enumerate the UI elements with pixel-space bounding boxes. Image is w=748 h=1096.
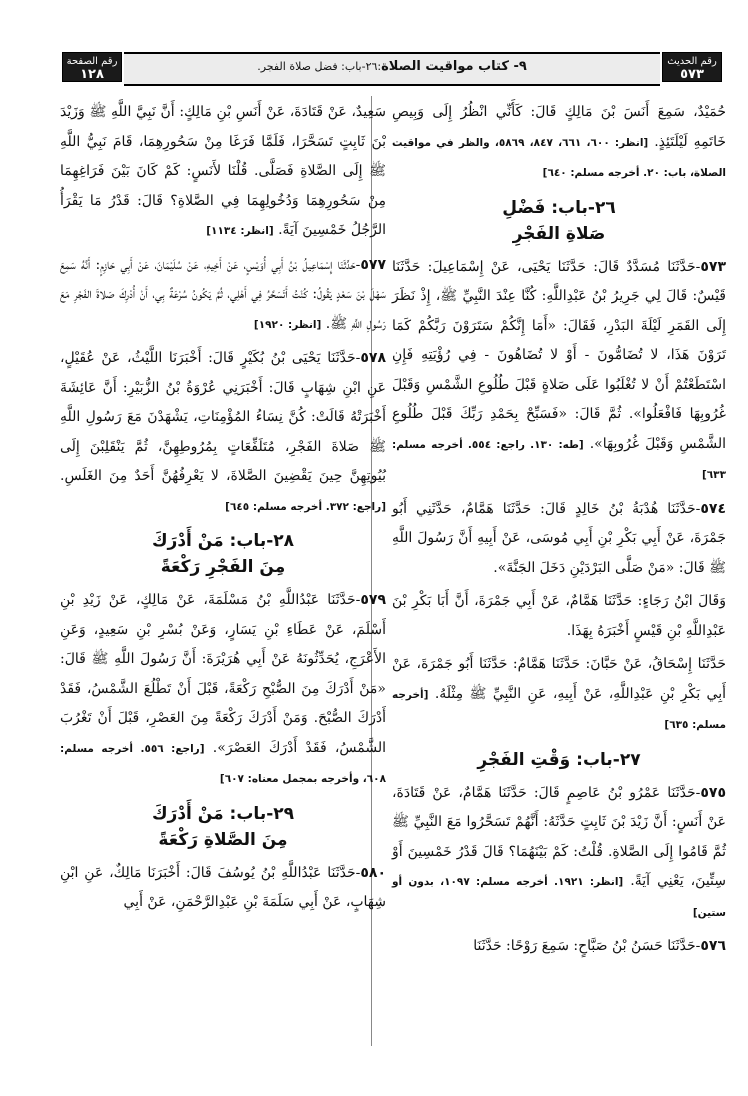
chapter-heading-line: ٢٩-باب: مَنْ أَدْرَكَ (151, 803, 295, 824)
book-title: ٩- كتاب مواقيت الصلاة (381, 59, 527, 74)
hadith-number: ٥٧٥ (700, 784, 726, 801)
reference: [انظر: ١٩٢١. أخرجه مسلم: ١٠٩٧، بدون أو ستين] (392, 876, 726, 919)
reference: [راجع: ٥٥٦. أخرجه مسلم: ٦٠٨، وأخرجه بمجمل معناه: ٦٠٧] (60, 742, 386, 785)
continued-text: سَعِيدٌ، عَنْ قَتَادَةَ، عَنْ أَنَسِ بْنِ مَالِكٍ: أَنَّ نَبِيَّ اللَّهِ ﷺ وَزَيْدَ بْنَ ثَابِتٍ تَسَحَّرَا، فَلَمَّا فَرَغَا مِنْ سَحُورِهِمَا، قَامَ نَبِيُّ اللَّهِ ﷺ إِلَى الصَّلاةِ فَصَلَّى. قُلْنَا لأَنَسٍ: كَمْ كَانَ بَيْنَ فَرَاغِهِمَا مِنْ سَحُورِهِمَا وَدُخُولِهِمَا فِي الصَّلاةِ؟ قَالَ: قَدْرُ مَا يَقْرَأُ الرَّجُلُ خَمْسِينَ آيَةً. (60, 104, 386, 238)
hadith-number: ٥٧٣ (680, 67, 704, 82)
chapter-heading (60, 528, 386, 580)
hadith-number: ٥٧٨ (360, 350, 386, 366)
page-number-label: رقم الصفحة (66, 56, 118, 67)
chapter-heading (392, 747, 726, 773)
chapter-heading-line: مِنَ الصَّلاةِ رَكْعَةً (158, 829, 288, 850)
chapter-heading-line: صَلاةِ الفَجْرِ (512, 223, 606, 244)
reference: [أخرجه مسلم: ٦٣٥] (392, 688, 726, 731)
hadith-text: -حَدَّثَنَا عَمْرُو بْنُ عَاصِمٍ قَالَ: حَدَّثَنَا هَمَّامٌ، عَنْ قَتَادَةَ، عَنْ أَنَسٍ: أَنَّ زَيْدَ بْنَ ثَابِتٍ حَدَّثَهُ: أَنَّهُمْ تَسَحَّرُوا مَعَ النَّبِيِّ ﷺ ثُمَّ قَامُوا إِلَى الصَّلاةِ. قُلْتُ: كَمْ بَيْنَهُمَا؟ قَالَ قَدْرُ خَمْسِينَ أَوْ سِتِّينَ، يَعْنِي آيَةً. (392, 784, 727, 889)
page-number: ١٢٨ (80, 67, 104, 82)
chapter-heading (392, 195, 726, 247)
paragraph (60, 98, 386, 247)
hadith-text: -حَدَّثَنَا إِسْمَاعِيلُ بْنُ أَبِي أُوَيْسٍ، عَنْ أَخِيهِ، عَنْ سُلَيْمَانَ، عَنْ أَبِي حَازِمٍ: أَنَّهُ سَمِعَ سَهْلَ بْنَ سَعْدٍ يَقُولُ: كُنْتُ أَتَسَحَّرُ فِي أَهْلِي، ثُمَّ يَكُونُ سُرْعَةٌ بِي، أَنْ أُدْرِكَ صَلاةَ الفَجْرِ مَعَ رَسُولِ اللَّهِ ﷺ. (60, 256, 386, 332)
hadith-number: ٥٧٣ (700, 258, 726, 275)
reference: [انظر: ١٩٢٠] (253, 318, 322, 331)
continued-text: حُمَيْدٌ، سَمِعَ أَنَسَ بْنَ مَالِكٍ قَالَ: كَأَنِّي انْظُرُ إِلَى وَبِيصِ خَاتَمِهِ لَيْلَتَئِذٍ. (392, 104, 727, 150)
reference: [راجع: ٣٧٢. أخرجه مسلم: ٦٤٥] (225, 500, 386, 513)
hadith (60, 251, 386, 341)
hadith (60, 859, 386, 918)
hadith (392, 932, 726, 962)
page-header (62, 52, 722, 84)
paragraph (392, 587, 726, 646)
paragraph (392, 98, 726, 189)
hadith-text: حَدَّثَنَا إِسْحَاقُ، عَنْ حَبَّانَ: حَدَّثَنَا هَمَّامٌ: حَدَّثَنَا أَبُو جَمْرَةَ، عَنْ أَبِي بَكْرِ بْنِ عَبْدِاللَّهِ، عَنْ أَبِيهِ، عَنِ النَّبِيِّ ﷺ مِثْلَهُ. (392, 656, 726, 702)
chapter-heading-line: ٢٧-باب: وَقْتِ الفَجْرِ (477, 749, 641, 770)
hadith-number: ٥٧٩ (360, 592, 386, 608)
chapter-heading-line: ٢٨-باب: مَنْ أَدْرَكَ (151, 531, 295, 551)
chapter-subtitle: :٢٦-باب: فضل صلاة الفجر. (257, 60, 382, 73)
hadith-number: ٥٧٦ (700, 938, 726, 954)
reference: [انظر: ١١٣٤] (206, 225, 274, 237)
reference: [انظر: ٦٠٠، ٦٦١، ٨٤٧، ٥٨٦٩، والظر في مواقيت الصلاة، باب: ٢٠. أخرجه مسلم: ٦٤٠] (392, 136, 726, 179)
hadith-text: -حَدَّثَنَا عَبْدُاللَّهِ بْنُ يُوسُفَ قَالَ: أَخْبَرَنَا مَالِكٌ، عَنِ ابْنِ شِهَابٍ، عَنْ أَبِي سَلَمَةَ بْنِ عَبْدِالرَّحْمَنِ، عَنْ أَبِي (60, 864, 386, 910)
chapter-heading-line: مِنَ الفَجْرِ رَكْعَةً (160, 557, 286, 577)
reference: [طه: ١٣٠. راجع: ٥٥٤. أخرجه مسلم: ٦٣٣] (392, 438, 726, 481)
hadith (60, 586, 386, 795)
hadith-number: ٥٧٤ (700, 500, 726, 517)
hadith (392, 495, 726, 584)
hadith-text: -حَدَّثَنَا يَحْيَى بْنُ بُكَيْرٍ قَالَ: أَخْبَرَنَا اللَّيْثُ، عَنْ عُقَيْلٍ، عَنِ ابْنِ شِهَابٍ قَالَ: أَخْبَرَنِي عُرْوَةُ بْنُ الزُّبَيْرِ: أَنَّ عَائِشَةَ أَخْبَرَتْهُ قَالَتْ: كُنَّ نِسَاءُ المُؤْمِنَاتِ، يَشْهَدْنَ مَعَ رَسُولِ اللَّهِ ﷺ صَلاةَ الفَجْرِ، مُتَلَفِّعَاتٍ بِمُرُوطِهِنَّ، ثُمَّ يَنْقَلِبْنَ إِلَى بُيُوتِهِنَّ حِينَ يَقْضِينَ الصَّلاةَ، لا يَعْرِفُهُنَّ أَحَدٌ مِنَ الغَلَسِ. (60, 350, 386, 484)
right-column (392, 98, 726, 1058)
page-number-box (62, 52, 122, 82)
hadith-number-box (662, 52, 722, 82)
hadith-text: -حَدَّثَنَا هُدْبَةُ بْنُ خَالِدٍ قَالَ: حَدَّثَنَا هَمَّامٌ، حَدَّثَنِي أَبُو جَمْرَةَ، عَنْ أَبِي بَكْرِ بْنِ أَبِي مُوسَى، عَنْ أَبِيهِ أَنَّ رَسُولَ اللَّهِ ﷺ قَالَ: «مَنْ صَلَّى البَرْدَيْنِ دَخَلَ الجَنَّةَ». (392, 500, 726, 576)
hadith-text: -حَدَّثَنَا عَبْدُاللَّهِ بْنُ مَسْلَمَةَ، عَنْ مَالِكٍ، عَنْ زَيْدِ بْنِ أَسْلَمَ، عَنْ عَطَاءِ بْنِ يَسَارٍ، وَعَنْ بُسْرِ بْنِ سَعِيدٍ، وَعَنِ الأَعْرَجِ، يُحَدِّثُونَهُ عَنْ أَبِي هُرَيْرَةَ: أَنَّ رَسُولَ اللَّهِ ﷺ قَالَ: «مَنْ أَدْرَكَ مِنَ الصُّبْحِ رَكْعَةً، قَبْلَ أَنْ تَطْلُعَ الشَّمْسُ، فَقَدْ أَدْرَكَ الصُّبْحَ. وَمَنْ أَدْرَكَ رَكْعَةً مِنَ العَصْرِ، قَبْلَ أَنْ تَغْرُبَ الشَّمْسُ، فَقَدْ أَدْرَكَ العَصْرَ». (60, 592, 387, 756)
hadith-text: وَقَالَ ابْنُ رَجَاءٍ: حَدَّثَنَا هَمَّامٌ، عَنْ أَبِي جَمْرَةَ، أَنَّ أَبَا بَكْرِ بْنَ عَبْدِاللَّهِ بْنِ قَيْسٍ أَخْبَرَهُ بِهَذَا. (392, 593, 726, 639)
hadith (60, 344, 386, 522)
hadith-text: -حَدَّثَنَا حَسَنُ بْنُ صَبَّاحٍ: سَمِعَ رَوْحًا: حَدَّثَنَا (473, 938, 701, 954)
chapter-heading (60, 801, 386, 853)
hadith (392, 779, 726, 929)
left-column (60, 98, 386, 1058)
hadith (392, 253, 726, 491)
hadith-number: ٥٨٠ (360, 864, 386, 881)
hadith-number: ٥٧٧ (360, 256, 386, 273)
hadith-number-label: رقم الحديث (667, 56, 717, 67)
running-title (124, 52, 660, 86)
hadith-text: -حَدَّثَنَا مُسَدَّدٌ قَالَ: حَدَّثَنَا يَحْيَى، عَنْ إِسْمَاعِيلَ: حَدَّثَنَا قَيْسٌ: قَالَ لِي جَرِيرُ بْنُ عَبْدِاللَّهِ: كُنَّا عِنْدَ النَّبِيِّ ﷺ، إِذْ نَظَرَ إِلَى القَمَرِ لَيْلَةَ البَدْرِ، فَقَالَ: «أَمَا إِنَّكُمْ سَتَرَوْنَ رَبَّكُمْ كَمَا تَرَوْنَ هَذَا، لا تُضَامُّونَ - أَوْ لا تُضَاهُونَ - فِي رُؤْيَتِهِ فَإِنِ اسْتَطَعْتُمْ أَنْ لا تُغْلَبُوا عَلَى صَلاةٍ قَبْلَ طُلُوعِ الشَّمْسِ وَقَبْلَ غُرُوبِهَا فَافْعَلُوا». ثُمَّ قَالَ: «فَسَبِّحْ بِحَمْدِ رَبِّكَ قَبْلَ طُلُوعِ الشَّمْسِ وَقَبْلَ غُرُوبِهَا». (392, 258, 726, 452)
chapter-heading-line: ٢٦-باب: فَضْلِ (502, 197, 616, 218)
paragraph (392, 650, 726, 741)
